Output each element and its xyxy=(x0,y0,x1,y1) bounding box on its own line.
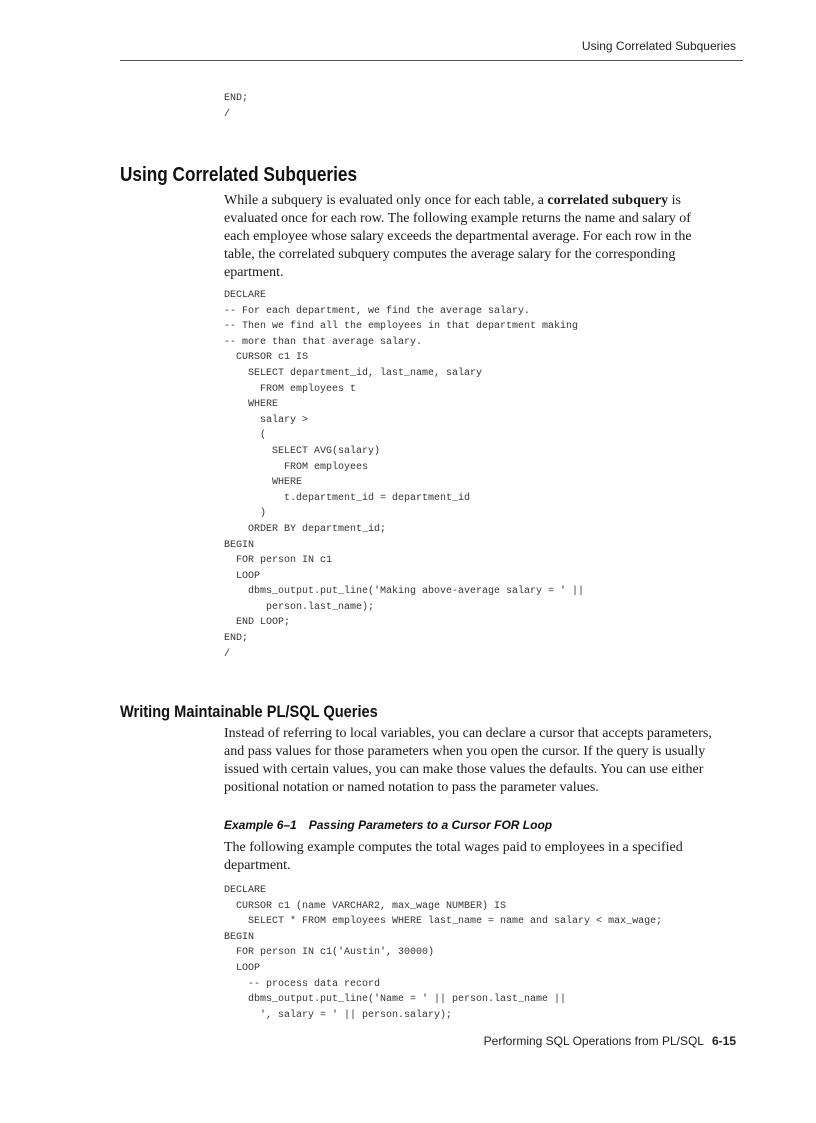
header-divider xyxy=(120,60,743,61)
section-heading-correlated-subqueries: Using Correlated Subqueries xyxy=(120,164,358,186)
paragraph-line: each employee whose salary exceeds the departmental average. For each row in the xyxy=(224,229,692,244)
paragraph-line: While a subquery is evaluated only once for each table, a correlated subquery is xyxy=(224,193,681,208)
code-block-top: END; / xyxy=(224,93,249,120)
paragraph-line: and pass values for those parameters when you open the cursor. If the query is usually xyxy=(224,744,706,759)
paragraph-line: The following example computes the total wages paid to employees in a specified xyxy=(224,840,683,855)
example-title: Passing Parameters to a Cursor FOR Loop xyxy=(308,818,553,832)
paragraph-line: positional notation or named notation to pass the parameter values. xyxy=(224,780,599,795)
paragraph-line: epartment. xyxy=(224,265,284,280)
paragraph-line: department. xyxy=(224,858,291,873)
paragraph-example-intro xyxy=(224,839,744,875)
example-caption xyxy=(224,818,552,832)
paragraph-correlated-subquery xyxy=(224,192,744,282)
paragraph-maintainable-queries xyxy=(224,725,744,797)
code-block-example: DECLARE CURSOR c1 (name VARCHAR2, max_wage NUMBER) IS SELECT * FROM employees WHERE last_name = name and salary < max_wage; BEGIN FOR person IN c1('Austin', 30000) LOOP -- process data record dbms_output.put_line('Name = ' || person.last_name || ', salary = ' || person.salary); xyxy=(224,885,663,1021)
running-header: Using Correlated Subqueries xyxy=(581,39,736,53)
page-number: 6-15 xyxy=(711,1034,736,1048)
section-heading-maintainable-queries: Writing Maintainable PL/SQL Queries xyxy=(120,702,378,721)
paragraph-line: table, the correlated subquery computes the average salary for the corresponding xyxy=(224,247,676,262)
bold-term: correlated subquery xyxy=(547,193,669,208)
paragraph-line: evaluated once for each row. The following example returns the name and salary of xyxy=(224,211,691,226)
paragraph-line: Instead of referring to local variables, you can declare a cursor that accepts parameters, xyxy=(224,726,712,741)
page-footer xyxy=(300,1034,736,1048)
paragraph-line: issued with certain values, you can make those values the defaults. You can use either xyxy=(224,762,704,777)
example-number: Example 6–1 xyxy=(224,818,297,832)
footer-book-title: Performing SQL Operations from PL/SQL xyxy=(483,1034,704,1048)
code-block-correlated-subquery: DECLARE -- For each department, we find the average salary. -- Then we find all the employees in that department making -- more than that average salary. CURSOR c1 IS SELECT department_id, last_name, salary FROM employees t WHERE salary > ( SELECT AVG(salary) FROM employees WHERE t.department_id = department_id ) ORDER BY department_id; BEGIN FOR person IN c1 LOOP dbms_output.put_line('Making above-average salary = ' || person.last_name); END LOOP; END; / xyxy=(224,290,585,660)
